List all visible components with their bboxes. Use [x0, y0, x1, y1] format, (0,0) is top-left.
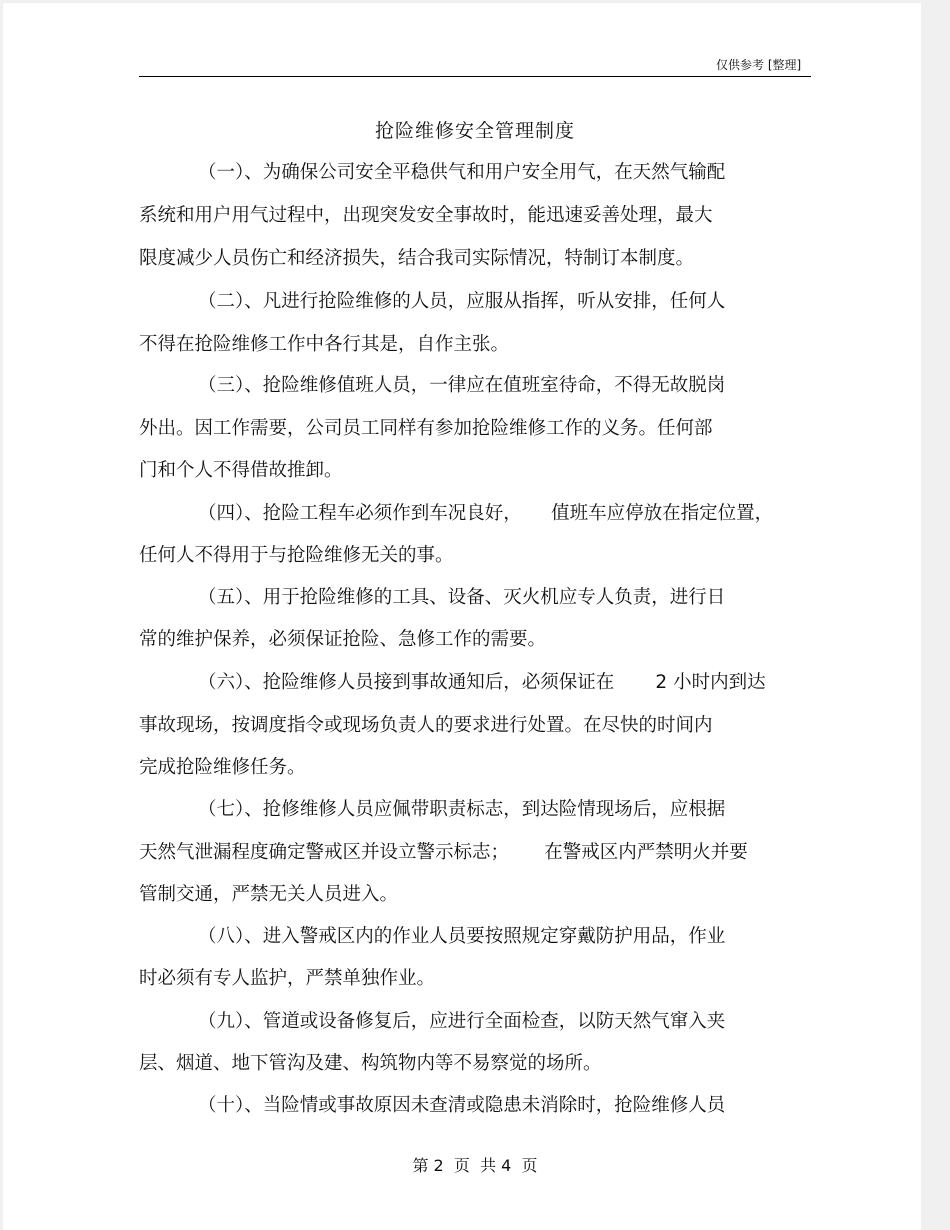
body-line: （三）、抢险维修值班人员，一律应在值班室待命，不得无故脱岗	[198, 375, 726, 396]
body-line: 任何人不得用于与抢险维修无关的事。	[139, 545, 454, 566]
body-line: 事故现场，按调度指令或现场负责人的要求进行处置。在尽快的时间内	[139, 715, 713, 736]
body-line: （五）、用于抢险维修的工具、设备、灭火机应专人负责，进行日	[198, 587, 726, 608]
body-line: （九）、管道或设备修复后，应进行全面检查，以防天然气窜入夹	[198, 1011, 726, 1032]
body-line: 天然气泄漏程度确定警戒区并设立警示标志； 在警戒区内严禁明火并要	[139, 842, 748, 863]
body-line: 完成抢险维修任务。	[139, 757, 306, 778]
body-line: （六）、抢险维修人员接到事故通知后，必须保证在 2 小时内到达	[198, 672, 766, 693]
body-line: （四）、抢险工程车必须作到车况良好， 值班车应停放在指定位置，	[198, 503, 774, 524]
document-title: 抢险维修安全管理制度	[374, 120, 575, 142]
header-rule	[139, 76, 811, 77]
page-footer: 第 2 页 共 4 页	[412, 1156, 538, 1175]
body-line: 限度减少人员伤亡和经济损失，结合我司实际情况，特制订本制度。	[139, 248, 695, 269]
body-line: （一）、为确保公司安全平稳供气和用户安全用气，在天然气输配	[198, 162, 726, 183]
body-line: （七）、抢修维修人员应佩带职责标志，到达险情现场后，应根据	[198, 799, 726, 820]
body-line: 常的维护保养，必须保证抢险、急修工作的需要。	[139, 629, 547, 650]
body-line: 外出。因工作需要，公司员工同样有参加抢险维修工作的义务。任何部	[139, 418, 713, 439]
body-line: 不得在抢险维修工作中各行其是，自作主张。	[139, 334, 510, 355]
body-line: （二）、凡进行抢险维修的人员，应服从指挥，听从安排，任何人	[198, 291, 726, 312]
page-header-text: 仅供参考 [整理]	[716, 58, 802, 72]
body-line: 管制交通，严禁无关人员进入。	[139, 884, 399, 905]
body-line: 系统和用户用气过程中，出现突发安全事故时，能迅速妥善处理，最大	[139, 205, 713, 226]
body-line: （八）、进入警戒区内的作业人员要按照规定穿戴防护用品，作业	[198, 926, 726, 947]
body-line: （十）、当险情或事故原因未查清或隐患未消除时，抢险维修人员	[198, 1095, 726, 1116]
body-line: 层、烟道、地下管沟及建、构筑物内等不易察觉的场所。	[139, 1053, 602, 1074]
body-line: 门和个人不得借故推卸。	[139, 460, 343, 481]
body-line: 时必须有专人监护，严禁单独作业。	[139, 968, 436, 989]
document-page	[3, 3, 921, 1230]
